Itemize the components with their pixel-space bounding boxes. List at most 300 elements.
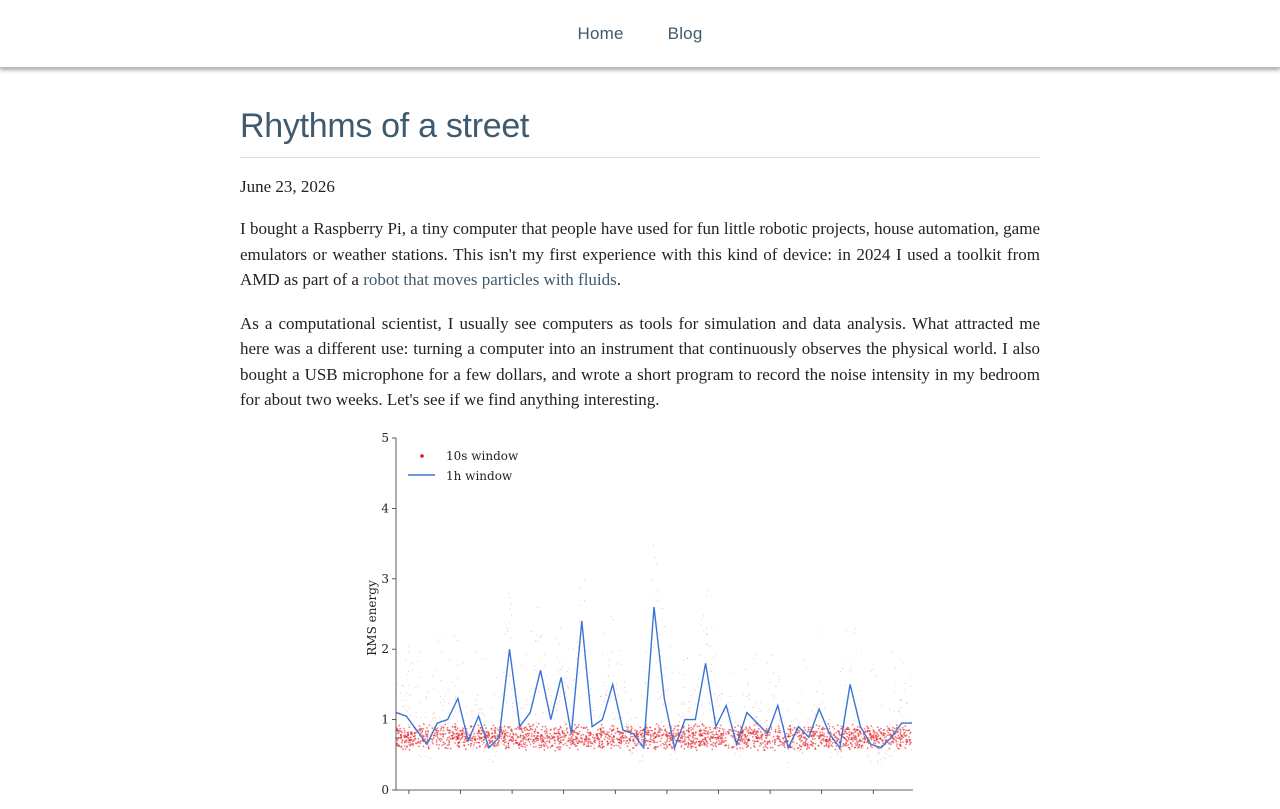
data-point xyxy=(557,699,558,700)
data-point xyxy=(555,727,557,729)
data-point xyxy=(546,738,548,740)
data-point xyxy=(487,731,489,733)
data-point xyxy=(406,710,407,711)
data-point xyxy=(880,728,882,730)
data-point xyxy=(412,744,413,745)
data-point xyxy=(542,726,544,728)
data-point xyxy=(728,729,730,731)
data-point xyxy=(645,651,646,652)
data-point xyxy=(575,736,577,738)
data-point xyxy=(438,744,440,746)
data-point xyxy=(546,728,548,730)
data-point xyxy=(544,654,545,655)
data-point xyxy=(600,728,602,730)
data-point xyxy=(581,641,582,642)
data-point xyxy=(559,643,560,644)
data-point xyxy=(874,732,876,734)
data-point xyxy=(614,699,615,700)
data-point xyxy=(738,732,740,734)
data-point xyxy=(509,608,510,609)
data-point xyxy=(495,735,496,736)
data-point xyxy=(554,718,555,719)
data-point xyxy=(609,660,610,661)
data-point xyxy=(457,640,458,641)
data-point xyxy=(492,740,494,742)
data-point xyxy=(681,701,682,702)
nav-blog-link[interactable]: Blog xyxy=(667,23,703,43)
data-point xyxy=(487,735,489,737)
data-point xyxy=(850,739,852,741)
data-point xyxy=(753,725,755,727)
data-point xyxy=(707,590,708,591)
data-point xyxy=(568,688,569,689)
data-point xyxy=(499,720,500,721)
data-point xyxy=(436,734,438,736)
data-point xyxy=(454,636,455,637)
data-point xyxy=(900,745,902,747)
data-point xyxy=(861,653,862,654)
data-point xyxy=(739,747,741,749)
data-point xyxy=(525,733,527,735)
data-point xyxy=(688,708,689,709)
data-point xyxy=(610,727,611,728)
data-point xyxy=(455,711,456,712)
data-point xyxy=(771,737,772,738)
data-point xyxy=(839,734,840,735)
data-point xyxy=(426,698,427,699)
data-point xyxy=(434,735,436,737)
data-point xyxy=(788,736,790,738)
data-point xyxy=(434,732,436,734)
data-point xyxy=(536,740,538,742)
data-point xyxy=(531,732,532,733)
data-point xyxy=(470,745,472,747)
nav-home-link[interactable]: Home xyxy=(577,23,624,43)
data-point xyxy=(825,708,826,709)
data-point xyxy=(442,733,444,735)
data-point xyxy=(549,733,551,735)
data-point xyxy=(557,746,559,748)
data-point xyxy=(665,728,667,730)
data-point xyxy=(758,741,760,743)
data-point xyxy=(735,753,736,754)
data-point xyxy=(605,736,607,738)
data-point xyxy=(808,718,809,719)
data-point xyxy=(743,694,744,695)
data-point xyxy=(666,745,668,747)
data-point xyxy=(432,714,433,715)
data-point xyxy=(590,733,592,735)
data-point xyxy=(894,693,895,694)
data-point xyxy=(581,650,582,651)
data-point xyxy=(871,761,872,762)
data-point xyxy=(528,735,530,737)
data-point xyxy=(696,749,698,751)
data-point xyxy=(400,737,402,739)
data-point xyxy=(714,693,715,694)
data-point xyxy=(545,698,546,699)
data-point xyxy=(433,676,434,677)
data-point xyxy=(428,745,430,747)
data-point xyxy=(758,711,759,712)
data-point xyxy=(450,738,452,740)
data-point xyxy=(447,727,449,729)
data-point xyxy=(443,710,444,711)
data-point xyxy=(507,628,508,629)
data-point xyxy=(540,637,541,638)
data-point xyxy=(619,742,621,744)
data-point xyxy=(868,755,869,756)
data-point xyxy=(769,734,771,736)
data-point xyxy=(412,670,413,671)
data-point xyxy=(550,695,551,696)
data-point xyxy=(498,744,500,746)
legend-marker-10s xyxy=(420,454,424,458)
data-point xyxy=(706,596,707,597)
data-point xyxy=(663,747,665,749)
data-point xyxy=(464,736,466,738)
data-point xyxy=(609,738,611,740)
data-point xyxy=(702,744,704,746)
data-point xyxy=(609,728,611,730)
data-point xyxy=(815,730,817,732)
data-point xyxy=(538,723,540,725)
data-point xyxy=(628,724,629,725)
data-point xyxy=(409,742,411,744)
data-point xyxy=(433,688,434,689)
data-point xyxy=(867,747,869,749)
data-point xyxy=(801,745,802,746)
data-point xyxy=(705,744,707,746)
data-point xyxy=(531,735,533,737)
data-point xyxy=(509,733,511,735)
data-point xyxy=(684,734,686,736)
data-point xyxy=(719,705,720,706)
data-point xyxy=(871,725,873,727)
data-point xyxy=(882,737,883,738)
data-point xyxy=(670,646,671,647)
data-point xyxy=(653,647,654,648)
data-point xyxy=(741,736,743,738)
data-point xyxy=(841,751,842,752)
data-point xyxy=(826,745,828,747)
data-point xyxy=(569,747,571,749)
data-point xyxy=(558,743,560,745)
data-point xyxy=(760,711,761,712)
data-point xyxy=(854,738,856,740)
data-point xyxy=(810,745,811,746)
data-point xyxy=(427,738,429,740)
data-point xyxy=(854,746,856,748)
data-point xyxy=(851,671,852,672)
data-point xyxy=(613,719,614,720)
data-point xyxy=(484,715,485,716)
data-point xyxy=(601,747,603,749)
data-point xyxy=(665,735,667,737)
data-point xyxy=(641,742,642,743)
data-point xyxy=(896,745,898,747)
data-point xyxy=(440,696,441,697)
data-point xyxy=(716,731,718,733)
data-point xyxy=(603,633,604,634)
data-point xyxy=(815,714,816,715)
data-point xyxy=(684,702,685,703)
data-point xyxy=(594,716,595,717)
data-point xyxy=(820,703,821,704)
data-point xyxy=(507,631,508,632)
data-point xyxy=(748,729,750,731)
data-point xyxy=(669,732,671,734)
data-point xyxy=(789,735,791,737)
data-point xyxy=(719,727,721,729)
data-point xyxy=(400,693,401,694)
data-point xyxy=(700,740,702,742)
data-point xyxy=(649,727,651,729)
data-point xyxy=(623,740,625,742)
data-point xyxy=(534,665,535,666)
data-point xyxy=(878,763,879,764)
data-point xyxy=(503,672,504,673)
data-point xyxy=(557,739,559,741)
data-point xyxy=(847,744,849,746)
robot-fluids-link[interactable]: robot that moves particles with fluids xyxy=(363,270,617,289)
data-point xyxy=(746,746,748,748)
data-point xyxy=(409,746,410,747)
data-point xyxy=(570,737,572,739)
data-point xyxy=(455,697,456,698)
data-point xyxy=(452,735,454,737)
data-point xyxy=(673,672,674,673)
data-point xyxy=(889,756,890,757)
data-point xyxy=(678,725,680,727)
data-point xyxy=(765,737,767,739)
data-point xyxy=(819,735,821,737)
data-point xyxy=(845,744,847,746)
data-point xyxy=(900,741,902,743)
data-point xyxy=(521,730,523,732)
data-point xyxy=(492,736,494,738)
data-point xyxy=(615,732,617,734)
data-point xyxy=(789,729,791,731)
data-point xyxy=(755,736,757,738)
data-point xyxy=(659,740,661,742)
data-point xyxy=(464,739,466,741)
data-point xyxy=(769,742,771,744)
data-point xyxy=(456,745,458,747)
data-point xyxy=(758,728,760,730)
data-point xyxy=(410,715,411,716)
data-point xyxy=(648,731,650,733)
data-point xyxy=(425,724,426,725)
data-point xyxy=(639,761,640,762)
data-point xyxy=(901,738,903,740)
data-point xyxy=(474,742,476,744)
data-point xyxy=(695,690,696,691)
data-point xyxy=(760,742,762,744)
data-point xyxy=(818,745,820,747)
data-point xyxy=(905,720,906,721)
data-point xyxy=(743,731,745,733)
data-point xyxy=(522,740,524,742)
data-point xyxy=(816,707,817,708)
data-point xyxy=(687,736,689,738)
data-point xyxy=(457,665,458,666)
data-point xyxy=(701,704,702,705)
data-point xyxy=(520,720,521,721)
data-point xyxy=(560,736,562,738)
data-point xyxy=(478,735,480,737)
data-point xyxy=(625,733,626,734)
data-point xyxy=(710,737,712,739)
data-point xyxy=(744,729,746,731)
data-point xyxy=(807,747,809,749)
data-point xyxy=(444,701,445,702)
data-point xyxy=(702,732,704,734)
data-point xyxy=(414,735,416,737)
data-point xyxy=(453,733,455,735)
data-point xyxy=(778,676,779,677)
data-point xyxy=(540,746,542,748)
data-point xyxy=(745,726,747,728)
data-point xyxy=(815,743,817,745)
data-point xyxy=(402,748,404,750)
data-point xyxy=(564,736,566,738)
data-point xyxy=(624,747,625,748)
data-point xyxy=(475,704,476,705)
data-point xyxy=(629,740,631,742)
data-point xyxy=(643,729,645,731)
data-point xyxy=(884,737,886,739)
data-point xyxy=(408,685,409,686)
data-point xyxy=(683,741,685,743)
data-point xyxy=(420,740,422,742)
data-point xyxy=(445,733,447,735)
data-point xyxy=(425,717,426,718)
data-point xyxy=(573,679,574,680)
data-point xyxy=(578,739,580,741)
data-point xyxy=(562,666,563,667)
data-point xyxy=(900,729,902,731)
data-point xyxy=(822,727,824,729)
data-point xyxy=(544,737,546,739)
data-point xyxy=(793,748,795,750)
data-point xyxy=(660,696,661,697)
data-point xyxy=(553,675,554,676)
data-point xyxy=(728,721,729,722)
data-point xyxy=(875,737,876,738)
data-point xyxy=(438,747,439,748)
data-point xyxy=(712,680,713,681)
data-point xyxy=(706,644,707,645)
data-point xyxy=(547,747,549,749)
data-point xyxy=(885,753,886,754)
data-point xyxy=(652,580,653,581)
data-point xyxy=(658,734,660,736)
data-point xyxy=(420,652,421,653)
data-point xyxy=(851,746,853,748)
data-point xyxy=(803,736,805,738)
data-point xyxy=(849,698,850,699)
data-point xyxy=(428,747,430,749)
data-point xyxy=(535,746,537,748)
data-point xyxy=(821,721,822,722)
data-point xyxy=(857,747,859,749)
y-tick-label: 5 xyxy=(381,431,389,445)
data-point xyxy=(794,719,795,720)
data-point xyxy=(881,705,882,706)
data-point xyxy=(897,731,899,733)
data-point xyxy=(866,749,867,750)
data-point xyxy=(862,738,864,740)
data-point xyxy=(834,728,836,730)
data-point xyxy=(562,670,563,671)
data-point xyxy=(742,748,744,750)
data-point xyxy=(655,557,656,558)
data-point xyxy=(597,729,599,731)
data-point xyxy=(505,734,507,736)
data-point xyxy=(805,741,807,743)
data-point xyxy=(584,600,585,601)
page-title: Rhythms of a street xyxy=(240,106,1040,158)
data-point xyxy=(614,725,615,726)
data-point xyxy=(699,728,700,729)
data-point xyxy=(484,724,486,726)
data-point xyxy=(495,727,497,729)
data-point xyxy=(900,731,902,733)
data-point xyxy=(753,731,755,733)
data-point xyxy=(897,737,899,739)
data-point xyxy=(904,747,906,749)
data-point xyxy=(752,740,754,742)
data-point xyxy=(571,736,572,737)
data-point xyxy=(774,741,776,743)
data-point xyxy=(586,651,587,652)
y-tick-label: 4 xyxy=(381,501,389,516)
data-point xyxy=(409,749,411,751)
data-point xyxy=(565,734,567,736)
data-point xyxy=(431,741,433,743)
data-point xyxy=(560,669,561,670)
data-point xyxy=(841,747,842,748)
data-point xyxy=(495,737,497,739)
data-point xyxy=(577,726,579,728)
data-point xyxy=(548,730,549,731)
data-point xyxy=(530,738,532,740)
data-point xyxy=(526,654,527,655)
data-point xyxy=(563,733,565,735)
y-axis-ticks xyxy=(381,431,873,797)
data-point xyxy=(746,743,748,745)
data-point xyxy=(718,740,720,742)
data-point xyxy=(601,735,603,737)
data-point xyxy=(419,754,420,755)
data-point xyxy=(509,597,510,598)
data-point xyxy=(702,706,703,707)
data-point xyxy=(698,744,700,746)
data-point xyxy=(641,695,642,696)
data-point xyxy=(751,729,753,731)
data-point xyxy=(873,742,875,744)
data-point xyxy=(892,755,893,756)
data-point xyxy=(407,737,409,739)
data-point xyxy=(650,741,652,743)
data-point xyxy=(700,721,701,722)
data-point xyxy=(584,579,585,580)
data-point xyxy=(520,734,522,736)
data-point xyxy=(666,746,668,748)
data-point xyxy=(746,696,747,697)
data-point xyxy=(772,655,773,656)
